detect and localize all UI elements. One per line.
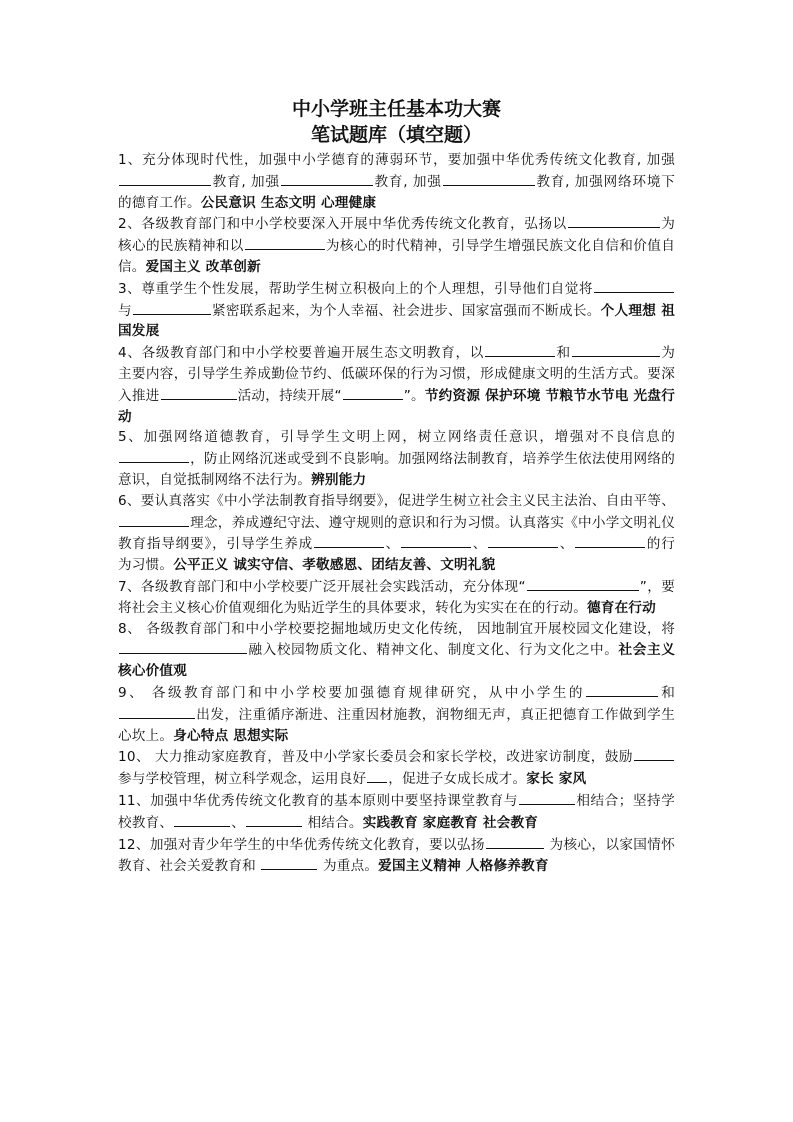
fill-in-blank xyxy=(245,235,325,250)
fill-in-blank xyxy=(575,533,645,548)
question-text: 4、各级教育部门和中小学校要普遍开展生态文明教育，以 xyxy=(118,345,484,362)
fill-in-blank xyxy=(488,533,558,548)
question-item xyxy=(118,619,675,682)
question-text: 为主要内容，引导学生养成勤俭节约、低碳环保的行为习惯，形成健康文明的生活方式。要深入推进 xyxy=(118,345,676,404)
fill-in-blank xyxy=(281,171,373,186)
fill-in-blank xyxy=(261,855,317,870)
question-text: 教育, 加强网络环境下的德育工作。 xyxy=(118,173,676,211)
question-item xyxy=(118,342,675,427)
question-text: 为重点。 xyxy=(318,858,379,875)
fill-in-blank xyxy=(586,682,658,697)
fill-in-blank xyxy=(119,171,211,186)
question-item xyxy=(118,834,675,878)
answer-key: 节约资源 保护环境 节粮节水节电 光盘行动 xyxy=(118,387,675,425)
question-text: 为核心，以家国情怀教育、社会关爱教育和 xyxy=(118,836,675,875)
answer-key: 辨别能力 xyxy=(311,471,367,488)
question-text: 为核心的时代精神，引导学生增强民族文化自信和价值自信。 xyxy=(118,238,675,275)
question-text: 教育, 加强 xyxy=(212,173,280,190)
fill-in-blank xyxy=(343,385,403,400)
question-item xyxy=(118,427,675,490)
fill-in-blank xyxy=(161,385,237,400)
answer-key: 公民意识 生态文明 心理健康 xyxy=(200,194,377,211)
fill-in-blank xyxy=(119,639,247,654)
question-text: 相结合；坚持学校教育、 xyxy=(118,792,675,831)
question-text: 理念，养成遵纪守法、遵守规则的意识和行为习惯。认真落实《中小学文明礼仪教育指导纲要》，引导学生养成 xyxy=(118,514,675,553)
document-title: 中小学班主任基本功大赛 xyxy=(291,98,501,120)
fill-in-blank xyxy=(572,342,660,357)
fill-in-blank xyxy=(519,790,575,805)
fill-in-blank xyxy=(133,300,211,315)
question-text: 、 xyxy=(231,814,245,831)
fill-in-blank xyxy=(314,533,384,548)
question-text: ，促进子女成长成才。 xyxy=(388,771,527,788)
document-page xyxy=(118,96,675,877)
answer-key: 公平正义 诚实守信、孝敬感恩、团结友善、文明礼貌 xyxy=(173,557,496,574)
question-text: 教育, 加强 xyxy=(373,173,442,190)
question-text: 相结合。 xyxy=(302,814,363,831)
question-text: 出发，注重循序渐进、注重因材施教，润物细无声，真正把德育工作做到学生心坎上。 xyxy=(118,706,675,744)
question-item xyxy=(118,576,675,619)
answer-key: 德育在行动 xyxy=(587,599,656,616)
answer-key: 实践教育 家庭教育 社会教育 xyxy=(362,814,539,831)
question-text: 1、充分体现时代性，加强中小学德育的薄弱环节，要加强中华优秀传统文化教育, 加强 xyxy=(118,152,675,168)
question-text: 、 xyxy=(559,536,575,553)
answer-key: 爱国主义精神 人格修养教育 xyxy=(378,858,549,875)
answer-key: 社会主义核心价值观 xyxy=(118,642,675,680)
question-text: 12、加强对青少年学生的中华优秀传统文化教育，要以弘扬 xyxy=(118,836,485,853)
fill-in-blank xyxy=(174,812,230,827)
document-subtitle: 笔试题库（填空题） xyxy=(310,124,482,146)
fill-in-blank xyxy=(119,512,189,527)
fill-in-blank xyxy=(594,278,674,293)
question-text: ”，要将社会主义核心价值观细化为贴近学生的具体要求，转化为实实在在的行动。 xyxy=(118,578,675,616)
fill-in-blank xyxy=(486,834,544,849)
question-text: 为核心的民族精神和以 xyxy=(118,216,676,255)
question-item xyxy=(118,213,675,277)
question-text: 、 xyxy=(472,536,488,553)
question-text: 8、 各级教育部门和中小学校要挖掘地域历史文化传统， 因地制宜开展校园文化建设，将 xyxy=(118,620,675,637)
question-list xyxy=(118,150,675,877)
question-text: 3、尊重学生个性发展，帮助学生树立积极向上的个人理想，引导他们自觉将 xyxy=(118,280,593,297)
answer-key: 爱国主义 改革创新 xyxy=(145,258,261,275)
question-text: 7、各级教育部门和中小学校要广泛开展社会实践活动，充分体现“ xyxy=(118,578,526,595)
question-text: 紧密联系起来，为个人幸福、社会进步、国家富强而不断成长。 xyxy=(211,302,601,319)
fill-in-blank xyxy=(401,533,471,548)
question-item xyxy=(118,278,675,342)
fill-in-blank xyxy=(527,576,639,591)
answer-key: 家长 家风 xyxy=(526,771,587,788)
question-text: 5、加强网络道德教育，引导学生文明上网，树立网络责任意识，增强对不良信息的 xyxy=(118,429,675,446)
question-text: 、 xyxy=(385,536,401,553)
question-text: ”。 xyxy=(403,387,425,404)
question-item xyxy=(118,491,675,576)
question-item xyxy=(118,746,675,790)
fill-in-blank xyxy=(367,768,387,783)
fill-in-blank xyxy=(568,213,660,228)
question-text: 活动，持续开展“ xyxy=(237,387,342,404)
question-text: 6、要认真落实《中小学法制教育指导纲要》，促进学生树立社会主义民主法治、自由平等、 xyxy=(118,492,675,509)
fill-in-blank xyxy=(119,448,189,463)
question-item xyxy=(118,790,675,834)
fill-in-blank xyxy=(119,704,195,719)
question-text: 的行为习惯。 xyxy=(118,536,676,574)
question-text: 和 xyxy=(555,345,571,362)
question-text: 融入校园物质文化、精神文化、制度文化、行为文化之中。 xyxy=(248,642,619,659)
fill-in-blank xyxy=(246,812,302,827)
fill-in-blank xyxy=(485,342,555,357)
fill-in-blank xyxy=(634,746,674,761)
question-text: ，防止网络沉迷或受到不良影响。加强网络法制教育，培养学生依法使用网络的意识，自觉抵制网络不法行为。 xyxy=(118,451,675,488)
answer-key: 个人理想 祖国发展 xyxy=(118,302,675,340)
question-text: 2、各级教育部门和中小学校要深入开展中华优秀传统文化教育，弘扬以 xyxy=(118,216,567,233)
question-item xyxy=(118,682,675,746)
question-text: 10、 大力推动家庭教育，普及中小学家长委员会和家长学校，改进家访制度，鼓励 xyxy=(118,749,633,766)
answer-key: 身心特点 思想实际 xyxy=(173,727,289,744)
question-item xyxy=(118,150,675,213)
question-text: 参与学校管理，树立科学观念，运用良好 xyxy=(118,771,367,788)
question-text: 与 xyxy=(118,302,132,319)
question-text: 和 xyxy=(658,684,676,701)
question-text: 11、加强中华优秀传统文化教育的基本原则中要坚持课堂教育与 xyxy=(118,792,518,809)
question-text: 9、 各级教育部门和中小学校要加强德育规律研究，从中小学生的 xyxy=(118,684,585,701)
fill-in-blank xyxy=(443,171,535,186)
